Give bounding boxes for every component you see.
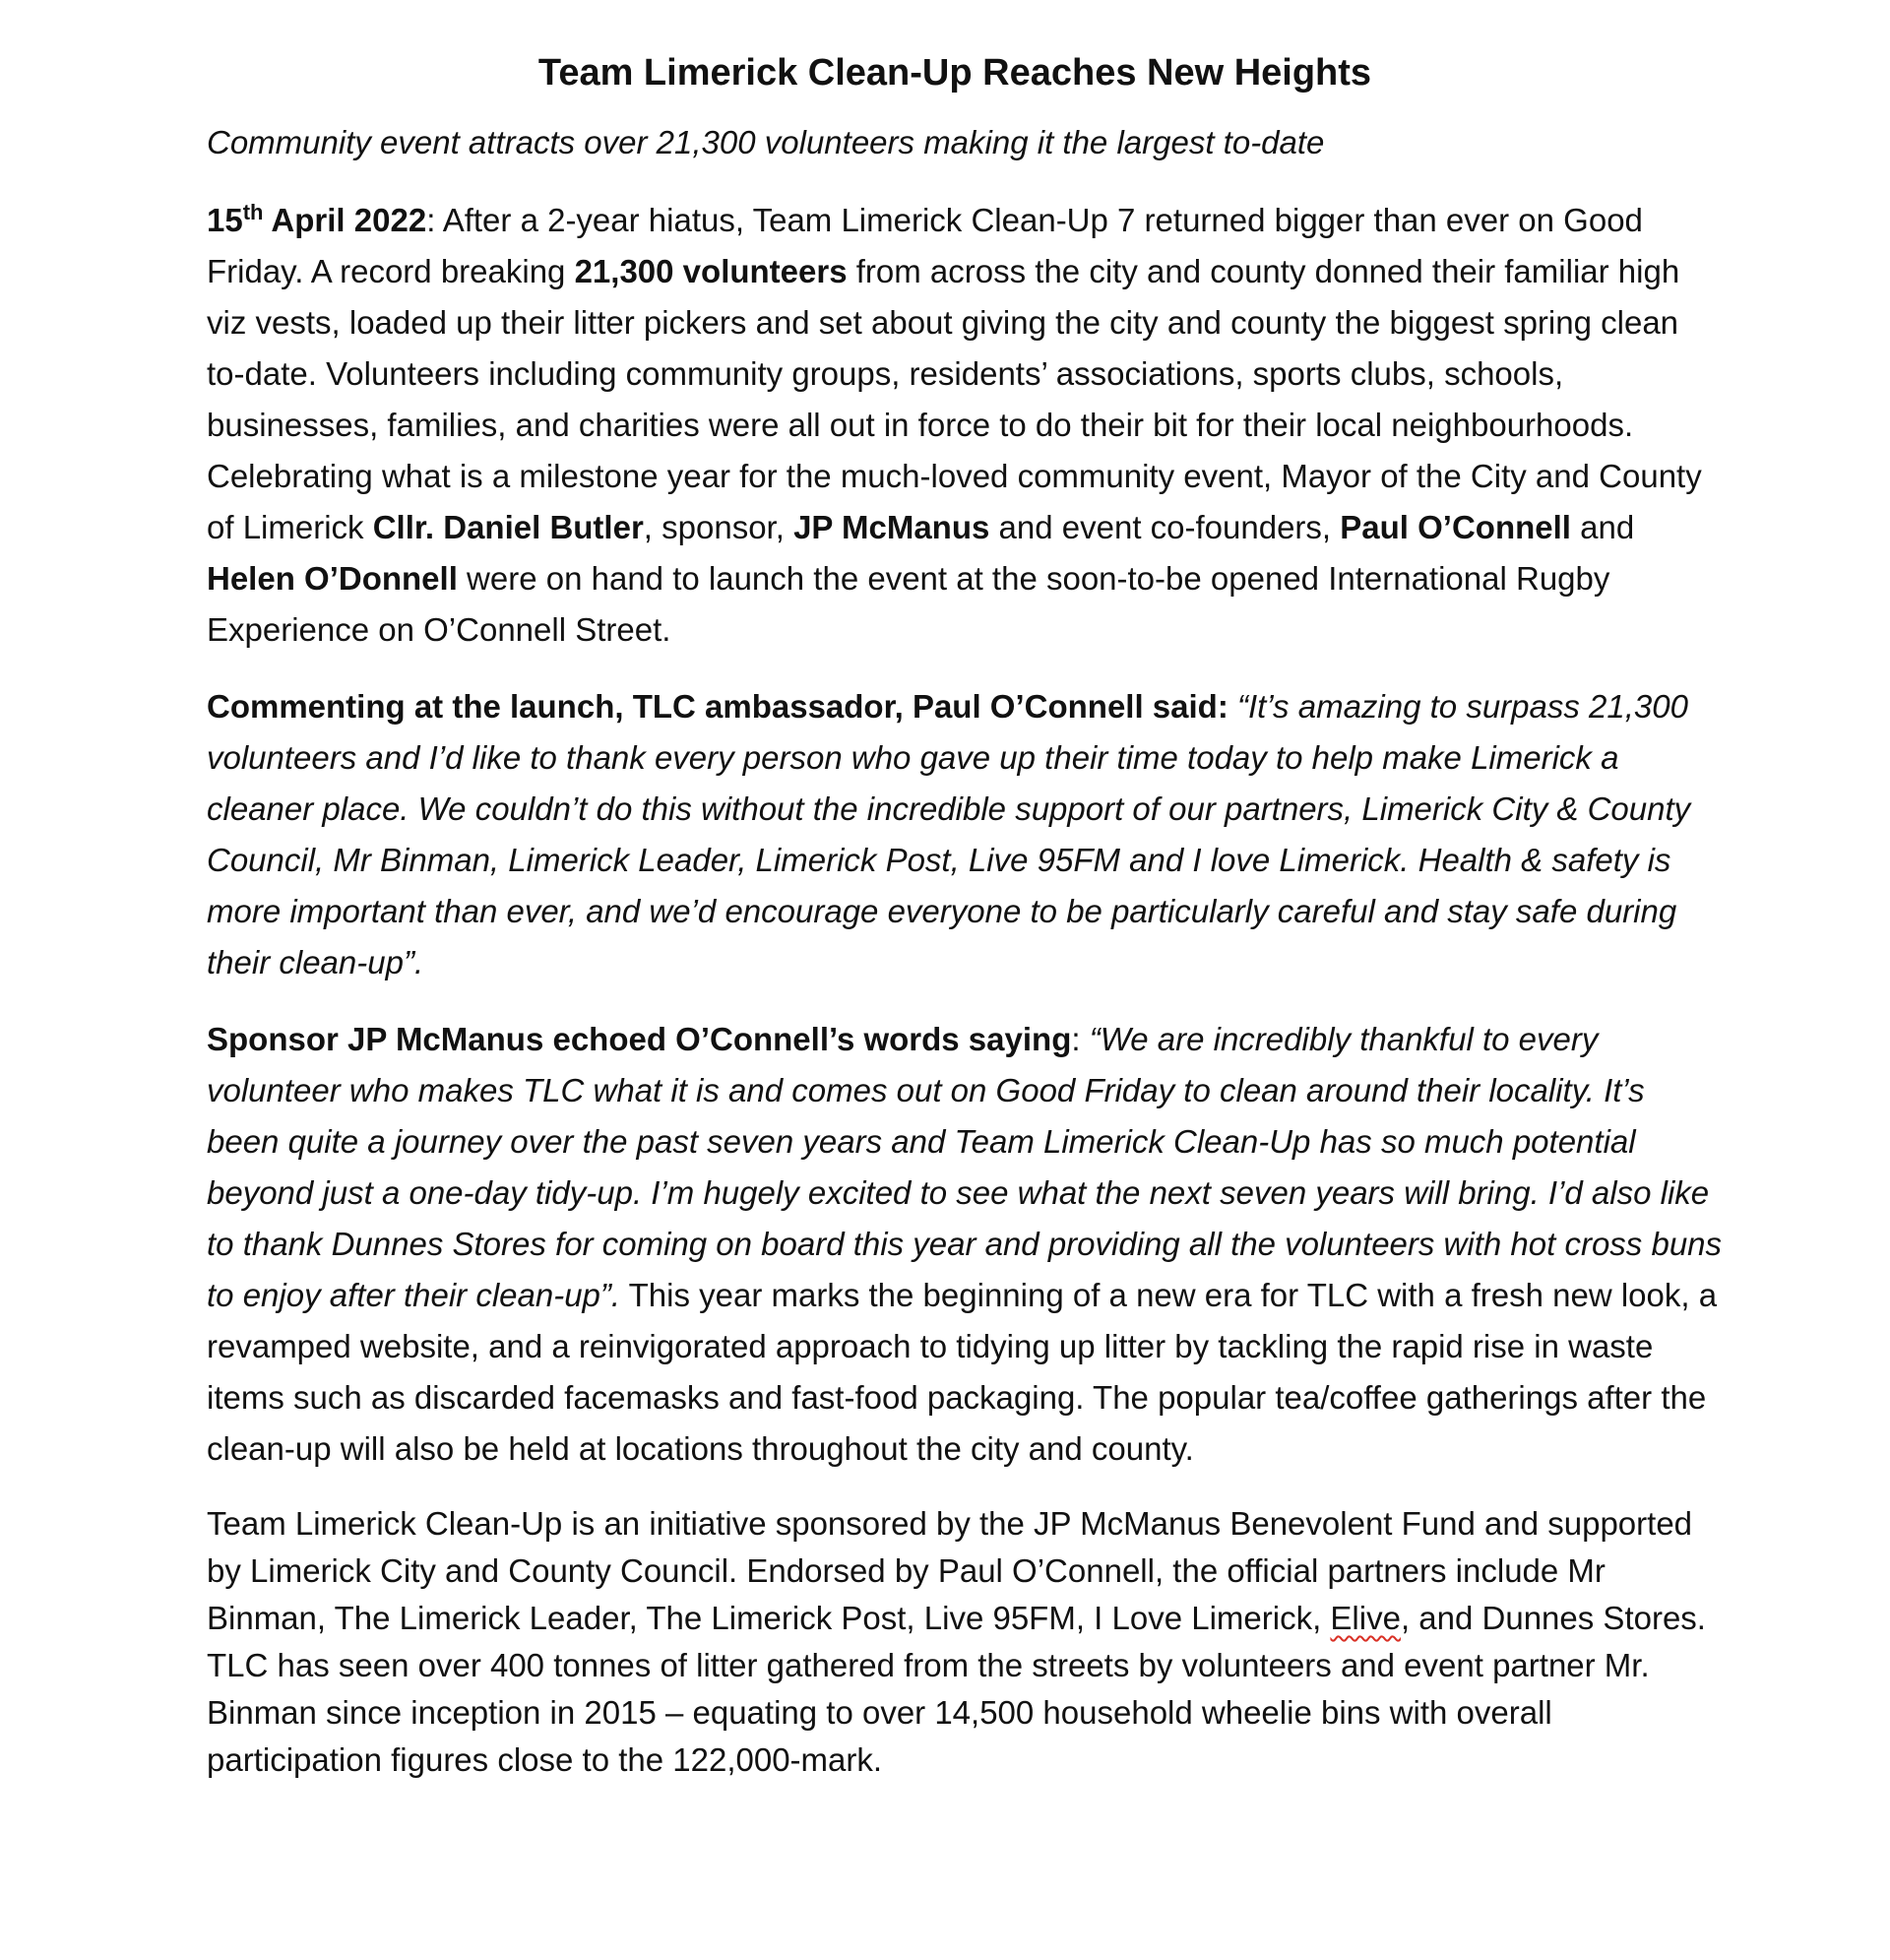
founder-name-2: Helen O’Donnell — [207, 560, 458, 597]
date-label — [207, 202, 426, 238]
date-ordinal: th — [242, 200, 264, 224]
volunteer-count: 21,300 volunteers — [574, 253, 848, 289]
intro-text-1: After a 2-year hiatus, Team Limerick Clean-Up 7 returned bigger than ever on Good Friday. A record breaking — [207, 202, 1643, 289]
paragraph-about — [207, 1500, 1723, 1784]
oconnell-quote-lead: Commenting at the launch, TLC ambassador, Paul O’Connell said: — [207, 688, 1228, 725]
date-month-year: April 2022 — [263, 202, 427, 238]
document-subtitle: Community event attracts over 21,300 volunteers making it the largest to-date — [207, 124, 1325, 160]
date-colon: : — [426, 202, 436, 238]
mcmanus-quote-text: “We are incredibly thankful to every volunteer who makes TLC what it is and comes out on Good Friday to clean around their locality. It’s been quite a journey over the past seven years and Team Limerick Clean-Up has so much potential beyond just a one-day tidy-up. I’m hugely excited to see what the next seven years will bring. I’d also like to thank Dunnes Stores for coming on board this year and providing all the volunteers with hot cross buns to enjoy after their clean-up”. — [207, 1021, 1723, 1313]
about-text-2: , and Dunnes Stores. TLC has seen over 400 tonnes of litter gathered from the streets by volunteers and event partner Mr. Binman since inception in 2015 – equating to over 14,500 household wheelie bins with overall participation figures close to the 122,000-mark. — [207, 1600, 1706, 1778]
mcmanus-paragraph-rest: This year marks the beginning of a new era for TLC with a fresh new look, a revamped website, and a reinvigorated approach to tidying up litter by tackling the rapid rise in waste items such as discarded facemasks and fast-food packaging. The popular tea/coffee gatherings after the clean-up will also be held at locations throughout the city and county. — [207, 1277, 1718, 1467]
oconnell-quote-text: “It’s amazing to surpass 21,300 volunteers and I’d like to thank every person who gave up their time today to help make Limerick a cleaner place. We couldn’t do this without the incredible support of our partners, Limerick City & County Council, Mr Binman, Limerick Leader, Limerick Post, Live 95FM and I love Limerick. Health & safety is more important than ever, and we’d encourage everyone to be particularly careful and stay safe during their clean-up”. — [207, 688, 1691, 980]
sponsor-name: JP McManus — [793, 509, 990, 545]
intro-text-5: and — [1570, 509, 1635, 545]
intro-text-4: and event co-founders, — [989, 509, 1341, 545]
mcmanus-quote-colon: : — [1071, 1021, 1081, 1057]
document-title: Team Limerick Clean-Up Reaches New Heights — [537, 52, 1372, 94]
document-page — [207, 47, 1723, 1809]
about-text-1: Team Limerick Clean-Up is an initiative sponsored by the JP McManus Benevolent Fund and supported by Limerick City and County Council. Endorsed by Paul O’Connell, the official partners include Mr Binman, The Limerick Leader, The Limerick Post, Live 95FM, I Love Limerick, — [207, 1505, 1693, 1636]
mayor-name: Cllr. Daniel Butler — [372, 509, 644, 545]
mcmanus-quote-lead: Sponsor JP McManus echoed O’Connell’s words saying — [207, 1021, 1072, 1057]
spellcheck-word-elive[interactable]: Elive — [1330, 1600, 1401, 1636]
founder-name-1: Paul O’Connell — [1340, 509, 1571, 545]
intro-text-3: , sponsor, — [643, 509, 794, 545]
paragraph-mcmanus-quote — [207, 1014, 1723, 1475]
date-day: 15 — [207, 202, 243, 238]
intro-text-6: were on hand to launch the event at the soon-to-be opened International Rugby Experience on O’Connell Street. — [207, 560, 1610, 648]
intro-text-2: from across the city and county donned their familiar high viz vests, loaded up their litter pickers and set about giving the city and county the biggest spring clean to-date. Volunteers including community groups, residents’ associations, sports clubs, schools, businesses, families, and charities were all out in force to do their bit for their local neighbourhoods. Celebrating what is a milestone year for the much-loved community event, Mayor of the City and County of Limerick — [207, 253, 1702, 545]
paragraph-oconnell-quote — [207, 681, 1723, 988]
paragraph-intro — [207, 195, 1723, 656]
